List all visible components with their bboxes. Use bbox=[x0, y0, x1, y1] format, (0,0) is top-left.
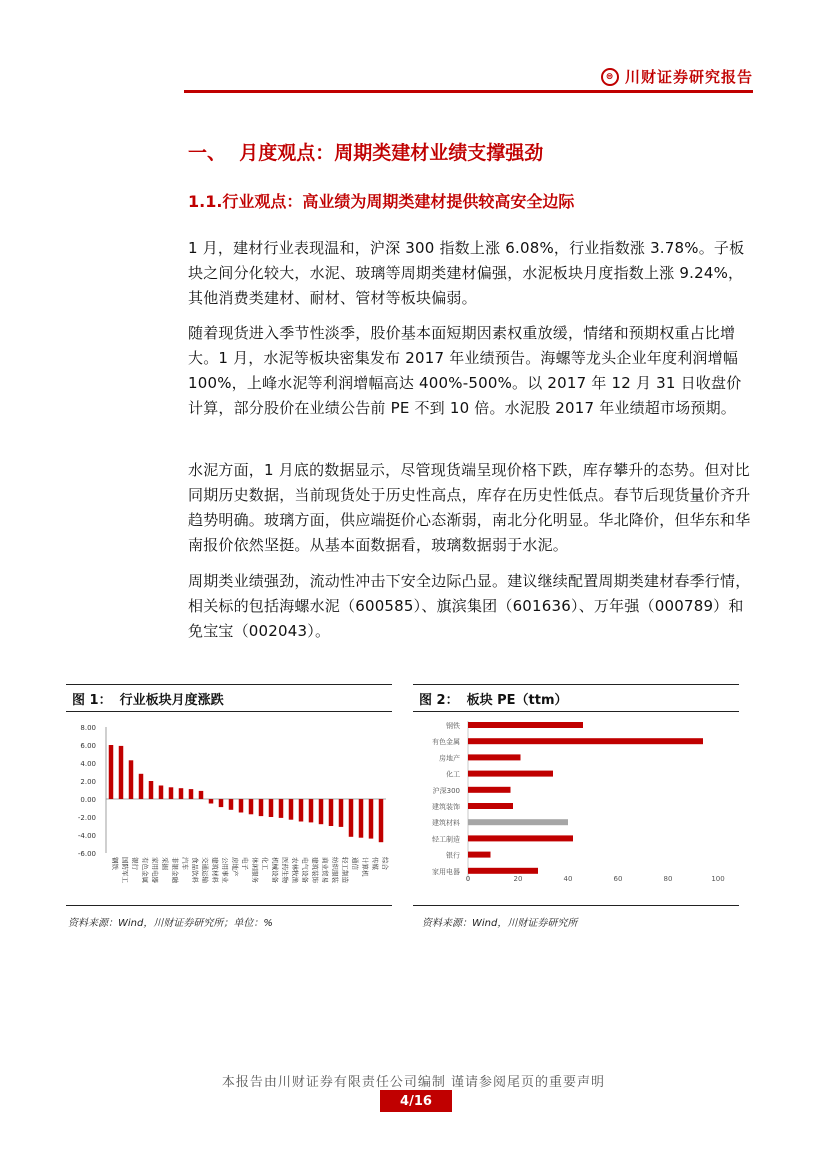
figure-2-caption: 板块 PE（ttm） bbox=[466, 692, 568, 708]
x-tick-label-4: 家用电器 bbox=[151, 857, 159, 883]
x-tick-label-5: 100 bbox=[711, 875, 725, 883]
paragraph-3: 水泥方面，1 月底的数据显示，尽管现货端呈现价格下跌，库存攀升的态势。但对比同期历史数据，当前现货处于历史性高点，库存在历史性低点。春节后现货量价齐升趋势明确。玻璃方面，供应端挺价心态渐弱，南北分化明显。华北降价，但华东和华南报价依然坚挺。从基本面数据看，玻璃数据弱于水泥。 bbox=[188, 461, 751, 554]
bar-化工 bbox=[468, 771, 553, 777]
x-tick-label-16: 机械设备 bbox=[271, 857, 279, 883]
bar-房地产 bbox=[468, 754, 521, 760]
x-tick-label-10: 建筑材料 bbox=[211, 857, 219, 883]
bar-家用电器 bbox=[468, 868, 538, 874]
x-tick-label-11: 公用事业 bbox=[221, 857, 229, 883]
bar-银行 bbox=[468, 852, 491, 858]
x-tick-label-4: 80 bbox=[663, 875, 673, 883]
x-tick-label-26: 传媒 bbox=[371, 857, 379, 870]
y-tick-label-6: -4.00 bbox=[77, 832, 96, 840]
paragraph-1: 1 月，建材行业表现温和，沪深 300 指数上涨 6.08%，行业指数涨 3.78%。子板块之间分化较大，水泥、玻璃等周期类建材偏强，水泥板块月度指数上涨 9.24%，其他消费类建材、耐材、管材等板块偏弱。 bbox=[188, 239, 745, 307]
bar-采掘 bbox=[159, 786, 164, 800]
x-tick-label-17: 医药生物 bbox=[281, 857, 289, 883]
figure-2-chart bbox=[413, 711, 739, 905]
y-tick-label-8: 银行 bbox=[446, 851, 460, 860]
figure-1-caption: 行业板块月度涨跌 bbox=[119, 692, 224, 708]
bar-食品饮料 bbox=[189, 789, 194, 799]
y-tick-label-0: 8.00 bbox=[80, 724, 96, 732]
paragraph-2: 随着现货进入季节性淡季，股价基本面短期因素权重放缓，情绪和预期权重占比增大。1 月，水泥等板块密集发布 2017 年业绩预告。海螺等龙头企业年度利润增幅 100%，上峰水泥等利润增幅高达 400%-500%。以 2017 年 12 月 31 日收盘价计算，部分股价在业绩公告前 PE 不到 10 倍。水泥股 2017 年业绩超市场预期。 bbox=[188, 324, 742, 417]
x-tick-label-15: 化工 bbox=[261, 857, 269, 870]
paragraph-4: 周期类业绩强劲，流动性冲击下安全边际凸显。建议继续配置周期类建材春季行情，相关标的包括海螺水泥（600585）、旗滨集团（601636）、万年强（000789）和免宝宝（002043）。 bbox=[188, 572, 751, 640]
y-tick-label-7: 轻工制造 bbox=[432, 835, 460, 844]
bar-商业贸易 bbox=[319, 799, 324, 824]
x-tick-label-5: 采掘 bbox=[161, 857, 169, 870]
bar-计算机 bbox=[359, 799, 364, 838]
y-tick-label-2: 房地产 bbox=[439, 754, 460, 763]
figure-1 bbox=[66, 684, 392, 906]
y-tick-label-2: 4.00 bbox=[80, 760, 96, 768]
x-tick-label-0: 0 bbox=[465, 875, 471, 883]
bar-钢铁 bbox=[109, 745, 114, 799]
header-brand bbox=[601, 66, 753, 87]
figure-2-label: 图 2： bbox=[419, 692, 459, 708]
bar-化工 bbox=[259, 799, 264, 816]
y-tick-label-6: 建筑材料 bbox=[432, 819, 460, 828]
y-tick-label-0: 钢铁 bbox=[446, 722, 460, 730]
x-tick-label-1: 国防军工 bbox=[121, 857, 129, 883]
x-tick-label-23: 轻工制造 bbox=[341, 857, 349, 883]
y-tick-label-7: -6.00 bbox=[77, 850, 96, 858]
bar-休闲服务 bbox=[249, 799, 254, 814]
bar-公用事业 bbox=[219, 799, 224, 807]
x-tick-label-12: 房地产 bbox=[231, 857, 239, 877]
bar-国防军工 bbox=[119, 746, 124, 799]
page-number: 4/16 bbox=[380, 1090, 452, 1112]
x-tick-label-20: 建筑装饰 bbox=[311, 857, 319, 883]
brand-name: 川财证券研究报告 bbox=[624, 68, 753, 86]
bar-有色金属 bbox=[139, 774, 144, 799]
x-tick-label-18: 农林牧渔 bbox=[291, 857, 299, 883]
x-tick-label-3: 有色金属 bbox=[141, 857, 149, 883]
x-tick-label-22: 纺织服装 bbox=[331, 857, 339, 883]
x-tick-label-19: 电气设备 bbox=[301, 857, 309, 883]
x-tick-label-0: 钢铁 bbox=[111, 857, 119, 870]
figure-2-title bbox=[413, 684, 739, 712]
x-tick-label-27: 综合 bbox=[381, 857, 389, 870]
bar-建筑装饰 bbox=[468, 803, 513, 809]
bar-轻工制造 bbox=[468, 835, 573, 841]
brand-logo-icon: ⊜ bbox=[601, 68, 619, 86]
x-tick-label-3: 60 bbox=[613, 875, 623, 883]
bar-建筑材料 bbox=[209, 799, 214, 804]
footer-disclaimer: 本报告由川财证券有限责任公司编制 谨请参阅尾页的重要声明 bbox=[221, 1075, 606, 1090]
figure-2 bbox=[413, 684, 739, 906]
bar-传媒 bbox=[369, 799, 374, 839]
y-tick-label-5: 建筑装饰 bbox=[432, 803, 460, 811]
bar-银行 bbox=[129, 760, 134, 799]
figure-1-source: 资料来源：Wind，川财证券研究所；单位：% bbox=[68, 918, 273, 929]
bar-家用电器 bbox=[149, 781, 154, 799]
bar-房地产 bbox=[229, 799, 234, 810]
figure-1-label: 图 1： bbox=[72, 692, 112, 708]
header-rule bbox=[184, 90, 753, 93]
figure-2-source: 资料来源：Wind，川财证券研究所 bbox=[422, 918, 578, 929]
bar-轻工制造 bbox=[339, 799, 344, 827]
bar-钢铁 bbox=[468, 722, 583, 728]
bar-非银金融 bbox=[169, 787, 174, 799]
x-tick-label-7: 汽车 bbox=[181, 857, 189, 870]
x-tick-label-14: 休闲服务 bbox=[251, 857, 259, 883]
y-tick-label-1: 有色金属 bbox=[432, 738, 460, 747]
bar-建筑材料 bbox=[468, 819, 568, 825]
subsection-title: 1.1.行业观点：高业绩为周期类建材提供较高安全边际 bbox=[188, 192, 575, 211]
bar-汽车 bbox=[179, 788, 184, 799]
bar-纺织服装 bbox=[329, 799, 334, 826]
x-tick-label-13: 电子 bbox=[241, 857, 249, 870]
y-tick-label-3: 2.00 bbox=[80, 778, 96, 786]
bar-农林牧渔 bbox=[289, 799, 294, 820]
x-tick-label-25: 计算机 bbox=[361, 857, 369, 877]
x-tick-label-24: 通信 bbox=[351, 857, 359, 870]
x-tick-label-1: 20 bbox=[513, 875, 523, 883]
y-tick-label-4: 0.00 bbox=[80, 796, 96, 804]
x-tick-label-9: 交通运输 bbox=[201, 857, 209, 883]
section-title: 一、 月度观点：周期类建材业绩支撑强劲 bbox=[188, 142, 544, 164]
bar-建筑装饰 bbox=[309, 799, 314, 822]
bar-交通运输 bbox=[199, 791, 204, 799]
y-tick-label-9: 家用电器 bbox=[432, 867, 460, 876]
x-tick-label-21: 商业贸易 bbox=[321, 857, 329, 883]
figure-1-title bbox=[66, 684, 392, 712]
x-tick-label-2: 40 bbox=[563, 875, 573, 883]
bar-医药生物 bbox=[279, 799, 284, 818]
bar-沪深300 bbox=[468, 787, 511, 793]
x-tick-label-8: 食品饮料 bbox=[191, 857, 199, 883]
bar-有色金属 bbox=[468, 738, 703, 744]
y-tick-label-3: 化工 bbox=[446, 770, 460, 779]
figure-1-chart bbox=[66, 711, 392, 905]
bar-综合 bbox=[379, 799, 384, 842]
y-tick-label-1: 6.00 bbox=[80, 742, 96, 750]
bar-机械设备 bbox=[269, 799, 274, 817]
bar-通信 bbox=[349, 799, 354, 837]
bar-电子 bbox=[239, 799, 244, 813]
x-tick-label-6: 非银金融 bbox=[171, 857, 179, 883]
y-tick-label-5: -2.00 bbox=[77, 814, 96, 822]
y-tick-label-4: 沪深300 bbox=[432, 786, 460, 795]
x-tick-label-2: 银行 bbox=[131, 857, 139, 870]
bar-电气设备 bbox=[299, 799, 304, 822]
